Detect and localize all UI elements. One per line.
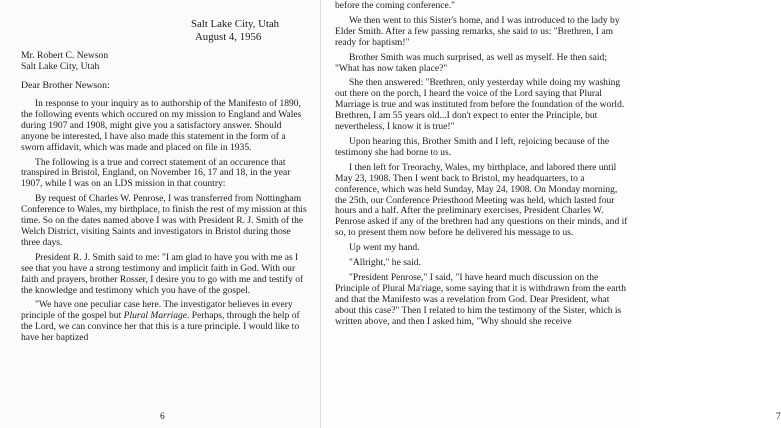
paragraph: before the coming conference." [335, 0, 455, 11]
paragraph: Brother Smith was much surprised, as well as myself. He then said; "What has now taken place?" [335, 51, 607, 74]
left-page [0, 0, 320, 428]
paragraph [21, 300, 308, 344]
paragraph: Up went my hand. [349, 242, 420, 254]
paragraph: She then answered: "Brethren, only yesterday while doing my washing out there on the porch, I heard the voice of the Lord saying that Plural Marriage is true and was instituted from before the foundation of the world. Brethren, I am 55 years old...I don't expect to enter the Principle, but nevertheless, I know it is true!" [335, 77, 625, 133]
paragraph: Upon hearing this, Brother Smith and I left, rejoicing because of the testimony she had borne to us. [335, 135, 610, 158]
paragraph: In response to your inquiry as to authorship of the Manifesto of 1890, the following events which occured on my mission to England and Wales during 1907 and 1908, might give you a satisfactory answer. Should anyone be interested, I have also made this statement in the form of a sworn affidavit, which was made and placed on file in 1935. [21, 98, 302, 153]
paragraph-text: "We have one peculiar case here. The investigator believes in every principle of the gospel but [21, 299, 293, 322]
paragraph: I then left for Treorachy, Wales, my birthplace, and labored there until May 23, 1908. Then I went back to Bristol, my headquarters, to a conference, which was held Sunday, May 24, 1908. On Monday morning, the 25th, our Conference Priesthood Meeting was held, which lasted four hours and a half. After the preliminary exercises, President Charles W. Penrose asked if any of the brethren had any questions on their minds, and if so, to present them now before he delivered his message to us. [335, 161, 628, 239]
page-number: 7 [776, 412, 781, 422]
paragraph: We then went to this Sister's home, and I was introduced to the lady by Elder Smith. After a few passing remarks, she said to us: "Brethren, I am ready for baptism!" [335, 14, 620, 48]
paragraph-text: . Perhaps, through the help of the Lord, we can convince her that this is a ture principle. I would like to have her baptized [21, 310, 300, 344]
paragraph: "President Penrose," I said, "I have heard much discussion on the Principle of Plural Ma'riage, some saying that it is withdrawn from the earth and that the Manifesto was a revelation from God. Dear President, what about this case?" Then I related to him the testimony of the Sister, which is written above, and then I asked him, "Why should she receive [335, 271, 626, 327]
letter-dateline [21, 18, 308, 44]
paragraph: The following is a true and correct statement of an occurence that transpired in Bristol, England, on November 16, 17 and 18, in the year 1907, while I was on an LDS mission in that country: [21, 156, 291, 190]
paragraph: By request of Charles W. Penrose, I was transferred from Nottingham Conference to Wales, my birthplace, to finish the rest of my mission at this time. So on the dates named above I was with President R. J. Smith of the Welch District, visiting Saints and investigators in Bristol during those three days. [21, 193, 307, 248]
salutation: Dear Brother Newson: [21, 80, 110, 91]
addressee-city: Salt Lake City, Utah [21, 61, 100, 72]
paragraph: President R. J. Smith said to me: "I am glad to have you with me as I see that you have a strong testimony and implicit faith in God. With our faith and prayers, brother Rosser, I desire you to go with me and testify of the knowledge and testimony which you have of the gospel. [21, 251, 304, 296]
letter-date: August 4, 1956 [195, 31, 262, 43]
right-page [320, 0, 781, 428]
letter-place: Salt Lake City, Utah [191, 18, 280, 30]
addressee-name: Mr. Robert C. Newson [21, 50, 109, 61]
paragraph: "Allright," he said. [349, 257, 421, 269]
italic-phrase: Plural Marriage [123, 310, 187, 322]
addressee-block [21, 50, 308, 72]
page-number: 6 [160, 412, 165, 422]
